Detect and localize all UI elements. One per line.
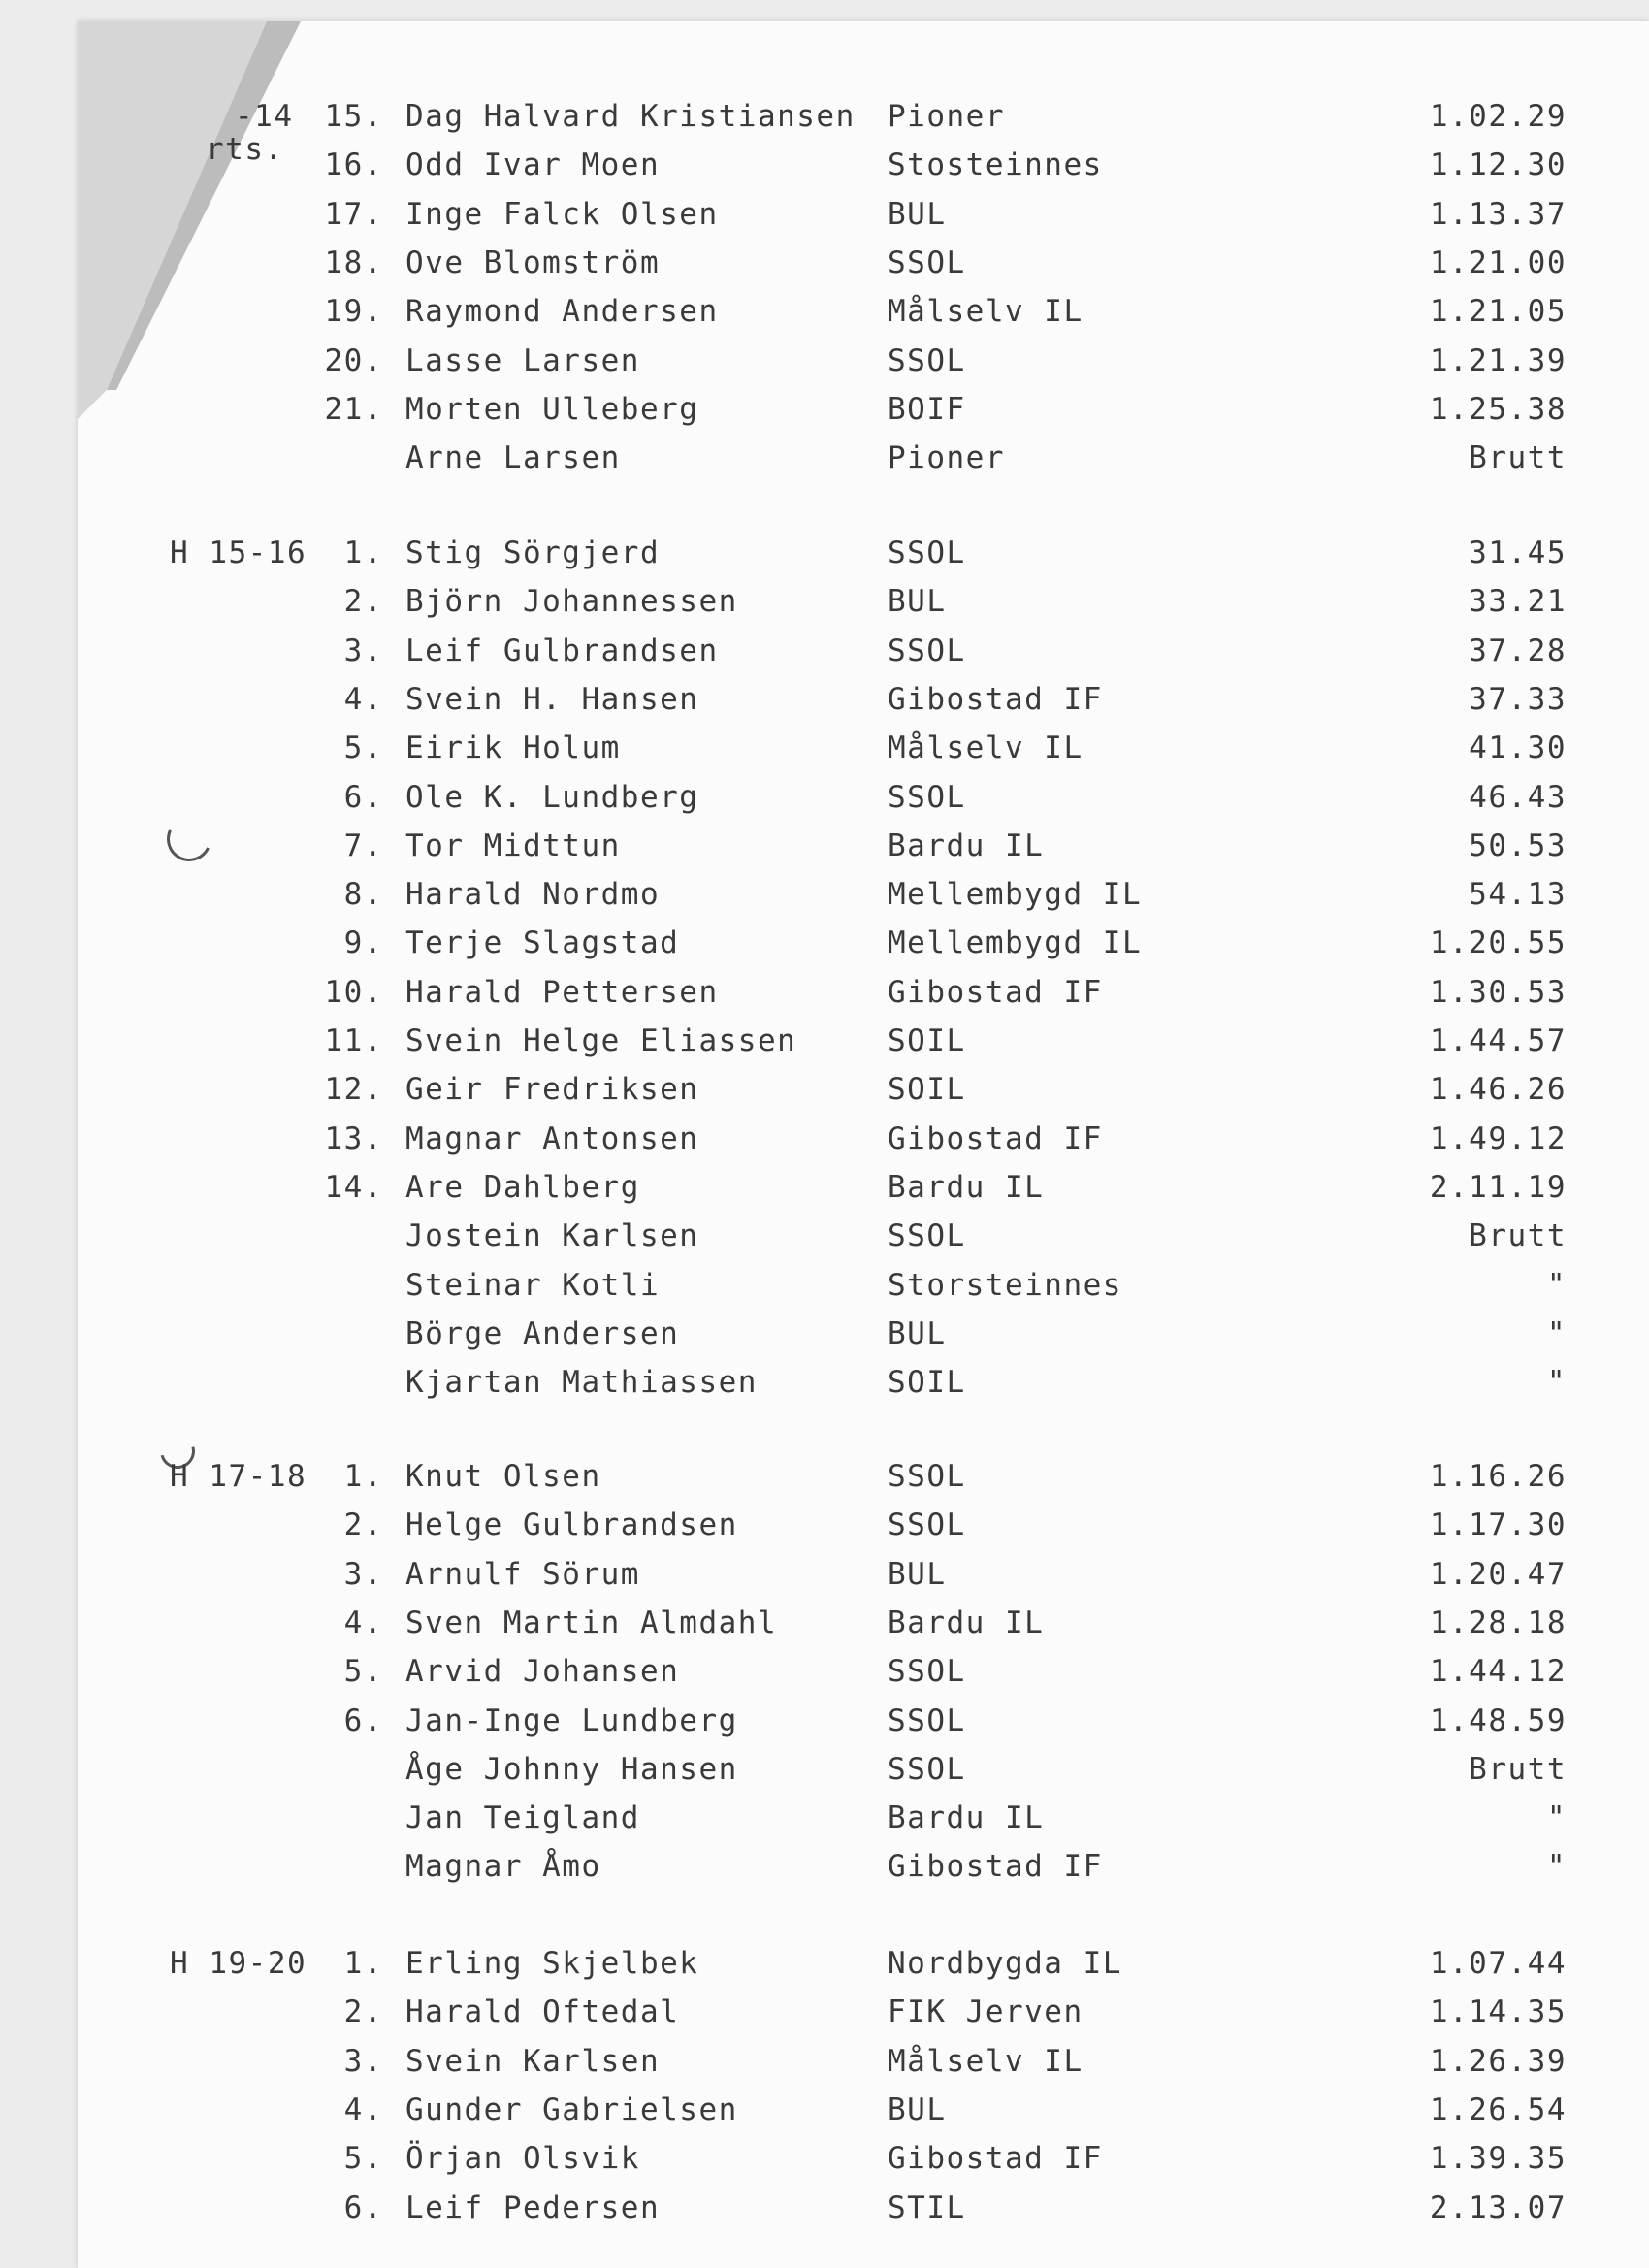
athlete-name: Börge Andersen [405,1315,680,1351]
athlete-name: Eirik Holum [405,730,621,766]
class-label: -14 [235,99,294,134]
finish-time: 1.49.12 [1429,1120,1567,1156]
rank-number: 21. [324,391,383,427]
class-label: H 19-20 [170,1946,307,1981]
result-row [0,2187,1649,2229]
result-row [0,873,1649,916]
rank-number: 20. [324,342,383,378]
result-row [0,1020,1649,1062]
rank-number: 4. [343,2091,383,2127]
rank-number: 5. [343,1654,383,1690]
result-row [0,340,1649,382]
athlete-name: Örjan Olsvik [405,2141,640,2177]
club-name: Storsteinnes [888,1267,1122,1303]
rank-number: 1. [343,535,383,570]
rank-number: 2. [343,1994,383,2030]
finish-time: 37.33 [1469,681,1567,717]
athlete-name: Tor Midttun [405,827,621,863]
athlete-name: Magnar Antonsen [405,1120,699,1156]
result-row [0,242,1649,284]
result-row [0,1118,1649,1160]
club-name: SSOL [888,1507,966,1543]
rank-number: 4. [343,1604,383,1640]
finish-time: 1.13.37 [1429,196,1567,232]
finish-time: 1.48.59 [1429,1702,1567,1738]
club-name: Nordbygda IL [888,1946,1122,1981]
finish-time: 1.21.39 [1429,342,1567,378]
club-name: Gibostad IF [888,1120,1103,1156]
result-row [0,388,1649,431]
club-name: Bardu IL [888,1800,1045,1836]
class-label: H 15-16 [170,535,307,570]
rank-number: 14. [324,1169,383,1205]
club-name: SOIL [888,1023,966,1058]
club-name: Mellembygd IL [888,925,1143,961]
rank-number: 9. [343,925,383,961]
result-row [0,1991,1649,2033]
finish-time: Brutt [1469,1218,1567,1254]
result-row [0,1748,1649,1791]
class-label: rts. [206,132,284,167]
club-name: Gibostad IF [888,974,1103,1010]
rank-number: 15. [324,99,383,134]
result-row [0,532,1649,574]
finish-time: Brutt [1469,440,1567,476]
result-row [0,922,1649,964]
finish-time: 54.13 [1469,877,1567,913]
result-row [0,971,1649,1014]
finish-time: 1.30.53 [1429,974,1567,1010]
athlete-name: Raymond Andersen [405,294,719,330]
athlete-name: Svein Helge Eliassen [405,1023,797,1058]
rank-number: 3. [343,632,383,668]
finish-time: 33.21 [1469,584,1567,620]
rank-number: 11. [324,1023,383,1058]
club-name: SSOL [888,342,966,378]
finish-time: " [1546,1800,1567,1836]
rank-number: 6. [343,779,383,815]
athlete-name: Inge Falck Olsen [405,196,719,232]
rank-number: 13. [324,1120,383,1156]
rank-number: 6. [343,1702,383,1738]
athlete-name: Knut Olsen [405,1459,601,1494]
rank-number: 3. [343,1556,383,1592]
result-row [0,1068,1649,1111]
athlete-name: Geir Fredriksen [405,1072,699,1108]
result-row [0,1312,1649,1355]
finish-time: 1.21.00 [1429,244,1567,280]
club-name: SSOL [888,1459,966,1494]
club-name: Gibostad IF [888,681,1103,717]
club-name: SSOL [888,1702,966,1738]
finish-time: 1.25.38 [1429,391,1567,427]
athlete-name: Arne Larsen [405,440,621,476]
finish-time: 1.26.54 [1429,2091,1567,2127]
athlete-name: Jan-Inge Lundberg [405,1702,738,1738]
result-row [0,1504,1649,1546]
club-name: Bardu IL [888,827,1045,863]
finish-time: 1.39.35 [1429,2141,1567,2177]
club-name: Målselv IL [888,730,1083,766]
result-row [0,95,1649,138]
finish-time: 1.07.44 [1429,1946,1567,1981]
club-name: Mellembygd IL [888,877,1143,913]
result-row [0,1942,1649,1985]
club-name: SOIL [888,1072,966,1108]
club-name: BOIF [888,391,966,427]
finish-time: " [1546,1315,1567,1351]
athlete-name: Are Dahlberg [405,1169,640,1205]
finish-time: 1.26.39 [1429,2043,1567,2079]
result-row [0,144,1649,186]
rank-number: 8. [343,877,383,913]
club-name: STIL [888,2189,966,2225]
finish-time: 1.20.55 [1429,925,1567,961]
athlete-name: Leif Pedersen [405,2189,661,2225]
athlete-name: Magnar Åmo [405,1849,601,1885]
club-name: Pioner [888,99,1005,134]
rank-number: 10. [324,974,383,1010]
finish-time: 2.11.19 [1429,1169,1567,1205]
club-name: SSOL [888,535,966,570]
athlete-name: Jan Teigland [405,1800,640,1836]
athlete-name: Ove Blomström [405,244,661,280]
finish-time: 37.28 [1469,632,1567,668]
rank-number: 19. [324,294,383,330]
athlete-name: Leif Gulbrandsen [405,632,719,668]
club-name: Pioner [888,440,1005,476]
club-name: SSOL [888,1654,966,1690]
result-row [0,1553,1649,1596]
club-name: Stosteinnes [888,147,1103,183]
result-row [0,1361,1649,1404]
rank-number: 1. [343,1459,383,1494]
finish-time: Brutt [1469,1751,1567,1787]
athlete-name: Odd Ivar Moen [405,147,661,183]
result-row [0,2089,1649,2131]
club-name: Gibostad IF [888,1849,1103,1885]
result-row [0,727,1649,769]
athlete-name: Erling Skjelbek [405,1946,699,1981]
result-row [0,2137,1649,2180]
finish-time: 1.44.57 [1429,1023,1567,1058]
result-row [0,1650,1649,1693]
result-row [0,1845,1649,1888]
club-name: SOIL [888,1365,966,1401]
finish-time: " [1546,1267,1567,1303]
club-name: SSOL [888,1218,966,1254]
result-row [0,1797,1649,1839]
result-row [0,630,1649,672]
result-row [0,290,1649,333]
athlete-name: Björn Johannessen [405,584,738,620]
rank-number: 5. [343,2141,383,2177]
finish-time: 31.45 [1469,535,1567,570]
rank-number: 17. [324,196,383,232]
rank-number: 18. [324,244,383,280]
rank-number: 7. [343,827,383,863]
athlete-name: Kjartan Mathiassen [405,1365,758,1401]
club-name: Bardu IL [888,1169,1045,1205]
rank-number: 6. [343,2189,383,2225]
finish-time: 41.30 [1469,730,1567,766]
result-row [0,193,1649,236]
rank-number: 12. [324,1072,383,1108]
finish-time: 2.13.07 [1429,2189,1567,2225]
result-row [0,1166,1649,1209]
result-row [0,1455,1649,1498]
club-name: FIK Jerven [888,1994,1083,2030]
rank-number: 1. [343,1946,383,1981]
finish-time: 46.43 [1469,779,1567,815]
finish-time: 1.44.12 [1429,1654,1567,1690]
result-row [0,678,1649,721]
club-name: BUL [888,2091,947,2127]
result-row [0,1700,1649,1742]
athlete-name: Stig Sörgjerd [405,535,661,570]
athlete-name: Harald Oftedal [405,1994,680,2030]
athlete-name: Arnulf Sörum [405,1556,640,1592]
rank-number: 2. [343,1507,383,1543]
result-row [0,1215,1649,1257]
class-label: H 17-18 [170,1459,307,1494]
result-row [0,437,1649,479]
athlete-name: Terje Slagstad [405,925,680,961]
finish-time: 1.28.18 [1429,1604,1567,1640]
club-name: SSOL [888,1751,966,1787]
finish-time: 1.17.30 [1429,1507,1567,1543]
athlete-name: Arvid Johansen [405,1654,680,1690]
club-name: SSOL [888,632,966,668]
result-row [0,1602,1649,1644]
club-name: BUL [888,196,947,232]
athlete-name: Harald Pettersen [405,974,719,1010]
finish-time: " [1546,1365,1567,1401]
rank-number: 3. [343,2043,383,2079]
result-row [0,2040,1649,2083]
result-row [0,580,1649,623]
finish-time: 1.20.47 [1429,1556,1567,1592]
rank-number: 4. [343,681,383,717]
finish-time: 1.02.29 [1429,99,1567,134]
rank-number: 5. [343,730,383,766]
athlete-name: Dag Halvard Kristiansen [405,99,856,134]
club-name: Bardu IL [888,1604,1045,1640]
athlete-name: Åge Johnny Hansen [405,1751,738,1787]
rank-number: 16. [324,147,383,183]
club-name: BUL [888,1556,947,1592]
finish-time: 1.12.30 [1429,147,1567,183]
rank-number: 2. [343,584,383,620]
result-row [0,1264,1649,1307]
athlete-name: Jostein Karlsen [405,1218,699,1254]
club-name: BUL [888,584,947,620]
finish-time: 1.46.26 [1429,1072,1567,1108]
club-name: Gibostad IF [888,2141,1103,2177]
club-name: SSOL [888,244,966,280]
athlete-name: Morten Ulleberg [405,391,699,427]
result-row [0,825,1649,867]
club-name: Målselv IL [888,294,1083,330]
finish-time: " [1546,1849,1567,1885]
result-row [0,776,1649,819]
finish-time: 1.14.35 [1429,1994,1567,2030]
athlete-name: Harald Nordmo [405,877,661,913]
athlete-name: Ole K. Lundberg [405,779,699,815]
athlete-name: Sven Martin Almdahl [405,1604,778,1640]
athlete-name: Lasse Larsen [405,342,640,378]
athlete-name: Helge Gulbrandsen [405,1507,738,1543]
athlete-name: Svein Karlsen [405,2043,661,2079]
athlete-name: Gunder Gabrielsen [405,2091,738,2127]
finish-time: 1.16.26 [1429,1459,1567,1494]
finish-time: 1.21.05 [1429,294,1567,330]
club-name: SSOL [888,779,966,815]
club-name: Målselv IL [888,2043,1083,2079]
athlete-name: Steinar Kotli [405,1267,661,1303]
club-name: BUL [888,1315,947,1351]
finish-time: 50.53 [1469,827,1567,863]
athlete-name: Svein H. Hansen [405,681,699,717]
